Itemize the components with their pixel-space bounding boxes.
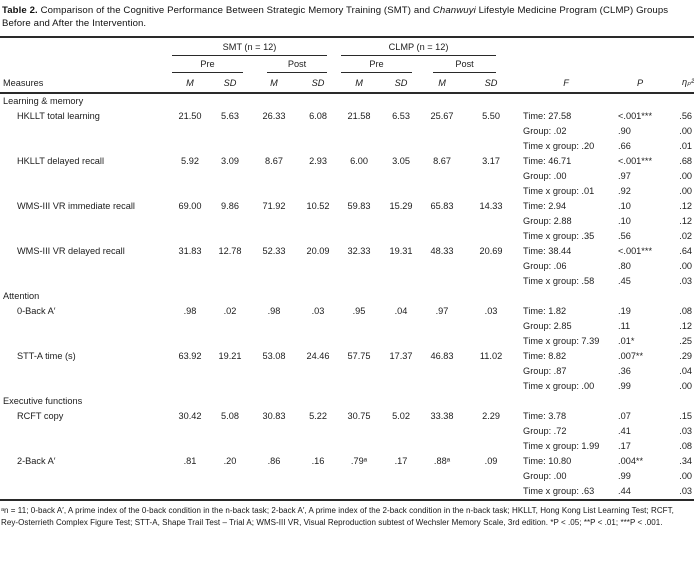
period-header-smt-post	[248, 56, 336, 73]
value-cell: 52.33	[262, 246, 286, 257]
f-stat-line: Time: 3.78	[523, 411, 567, 422]
eta-stat-line: .00	[679, 186, 693, 197]
f-stat-line: Time x group: .00	[523, 381, 595, 392]
value-cell: .04	[394, 306, 408, 317]
value-cell: 17.37	[389, 351, 413, 362]
value-cell: 21.58	[347, 111, 371, 122]
eta-stats-cell	[666, 154, 694, 199]
col-header-p: P	[614, 73, 666, 93]
section-header: Executive functions	[3, 396, 83, 407]
eta-stats-cell	[666, 409, 694, 454]
value-cell: 21.50	[178, 111, 202, 122]
f-stats-cell	[518, 199, 614, 244]
p-stat-line: .004**	[618, 456, 644, 467]
p-stat-line: .007**	[618, 351, 644, 362]
value-cell: 12.78	[218, 246, 242, 257]
p-stats-cell	[614, 244, 666, 289]
f-stats-cell	[518, 304, 614, 349]
measure-row	[0, 349, 694, 394]
col-header-sd: SD	[464, 73, 518, 93]
eta-stats-cell	[666, 349, 694, 394]
eta-stat-line: .68	[679, 156, 693, 167]
f-stats-cell	[518, 244, 614, 289]
value-cell: 65.83	[430, 201, 454, 212]
f-stat-line: Time: 38.44	[523, 246, 572, 257]
section-header: Learning & memory	[3, 96, 84, 107]
value-cell: 5.63	[221, 111, 239, 122]
measure-label: STT-A time (s)	[17, 351, 76, 362]
period-header-row	[0, 56, 694, 73]
value-cell: 20.09	[306, 246, 330, 257]
measure-row	[0, 244, 694, 289]
value-cell: .98	[267, 306, 281, 317]
eta-stat-line: .12	[679, 201, 693, 212]
f-stat-line: Time: 8.82	[523, 351, 567, 362]
p-stat-line: .17	[618, 441, 631, 452]
value-cell: 6.00	[350, 156, 368, 167]
measure-row	[0, 154, 694, 199]
p-stat-line: .92	[618, 186, 631, 197]
col-header-m: M	[336, 73, 382, 93]
col-header-sd: SD	[300, 73, 336, 93]
col-header-eta: ηₚ²	[666, 73, 694, 93]
section-row	[0, 93, 694, 109]
value-cell: 30.42	[178, 411, 202, 422]
value-cell: 11.02	[479, 351, 503, 362]
f-stat-line: Time: 10.80	[523, 456, 572, 467]
p-stat-line: .90	[618, 126, 631, 137]
header-spacer	[0, 38, 168, 56]
value-cell: 53.08	[262, 351, 286, 362]
value-cell: 63.92	[178, 351, 202, 362]
value-cell: 30.83	[262, 411, 286, 422]
value-cell: 8.67	[265, 156, 283, 167]
table-caption-italic: Chanwuyi	[432, 5, 476, 16]
col-header-m: M	[168, 73, 212, 93]
value-cell: 5.50	[482, 111, 500, 122]
header-spacer	[614, 56, 666, 73]
value-cell: .02	[223, 306, 237, 317]
col-header-m: M	[248, 73, 300, 93]
eta-stat-line: .00	[679, 171, 693, 182]
value-cell: 2.93	[309, 156, 327, 167]
value-cell: .88ᵃ	[433, 456, 451, 467]
header-spacer	[614, 38, 666, 56]
header-spacer	[0, 56, 168, 73]
eta-stat-line: .29	[679, 351, 693, 362]
p-stat-line: .99	[618, 381, 631, 392]
value-cell: 48.33	[430, 246, 454, 257]
measure-row	[0, 454, 694, 499]
measure-label: HKLLT delayed recall	[17, 156, 104, 167]
value-cell: .98	[183, 306, 197, 317]
value-cell: .97	[435, 306, 449, 317]
eta-stat-line: .01	[679, 141, 693, 152]
value-cell: .09	[484, 456, 498, 467]
value-cell: 3.17	[482, 156, 500, 167]
eta-stats-cell	[666, 199, 694, 244]
p-stat-line: .44	[618, 486, 631, 497]
value-cell: 25.67	[430, 111, 454, 122]
p-stat-line: .36	[618, 366, 631, 377]
f-stat-line: Time x group: .01	[523, 186, 595, 197]
period-label-post: Post	[455, 59, 474, 70]
value-cell: 5.08	[221, 411, 239, 422]
value-cell: 20.69	[479, 246, 503, 257]
eta-stat-line: .12	[679, 321, 693, 332]
f-stat-line: Time: 2.94	[523, 201, 567, 212]
eta-stats-cell	[666, 244, 694, 289]
value-cell: 26.33	[262, 111, 286, 122]
f-stat-line: Time: 27.58	[523, 111, 572, 122]
group-header-row	[0, 38, 694, 56]
value-cell: 9.86	[221, 201, 239, 212]
value-cell: 57.75	[347, 351, 371, 362]
value-cell: 19.31	[389, 246, 413, 257]
value-cell: .81	[183, 456, 197, 467]
eta-stat-line: .64	[679, 246, 693, 257]
p-stats-cell	[614, 454, 666, 499]
f-stats-cell	[518, 109, 614, 154]
value-cell: 3.05	[392, 156, 410, 167]
p-stat-line: .99	[618, 471, 631, 482]
measure-label: 0-Back A′	[17, 306, 56, 317]
p-stat-line: .11	[618, 321, 631, 332]
p-stat-line: .07	[618, 411, 631, 422]
f-stat-line: Time x group: 7.39	[523, 336, 600, 347]
group-header-smt	[168, 38, 336, 56]
value-cell: 31.83	[178, 246, 202, 257]
value-cell: 19.21	[218, 351, 242, 362]
value-cell: 5.02	[392, 411, 410, 422]
p-stat-line: <.001***	[618, 111, 653, 122]
col-header-m: M	[420, 73, 464, 93]
eta-stat-line: .08	[679, 306, 693, 317]
p-stats-cell	[614, 304, 666, 349]
eta-stat-line: .15	[679, 411, 693, 422]
value-cell: 2.29	[482, 411, 500, 422]
table-caption-text-2: Lifestyle Medicine Program (CLMP) Groups Before and After the Intervention.	[2, 5, 669, 29]
period-header-clmp-post	[420, 56, 518, 73]
header-spacer	[666, 38, 694, 56]
p-stat-line: .41	[618, 426, 631, 437]
p-stat-line: .56	[618, 231, 631, 242]
eta-stat-line: .04	[679, 366, 693, 377]
measure-label: 2-Back A′	[17, 456, 56, 467]
value-cell: 10.52	[306, 201, 330, 212]
value-cell: .17	[394, 456, 408, 467]
group-header-smt-label: SMT (n = 12)	[222, 42, 277, 53]
f-stat-line: Time x group: .63	[523, 486, 595, 497]
p-stat-line: .01*	[618, 336, 635, 347]
eta-stat-line: .08	[679, 441, 693, 452]
value-cell: 33.38	[430, 411, 454, 422]
eta-stat-line: .25	[679, 336, 693, 347]
header-spacer	[518, 56, 614, 73]
value-cell: 69.00	[178, 201, 202, 212]
eta-stat-line: .03	[679, 276, 693, 287]
value-cell: .03	[484, 306, 498, 317]
value-cell: 6.08	[309, 111, 327, 122]
p-stat-line: .80	[618, 261, 631, 272]
group-header-clmp	[336, 38, 518, 56]
value-cell: 14.33	[479, 201, 503, 212]
eta-stats-cell	[666, 109, 694, 154]
f-stats-cell	[518, 154, 614, 199]
eta-stat-line: .00	[679, 261, 693, 272]
p-stat-line: .10	[618, 201, 631, 212]
col-header-measures: Measures	[0, 73, 168, 93]
f-stat-line: Group: .72	[523, 426, 567, 437]
p-stat-line: <.001***	[618, 246, 653, 257]
p-stat-line: .19	[618, 306, 631, 317]
measure-row	[0, 409, 694, 454]
f-stat-line: Time x group: 1.99	[523, 441, 600, 452]
value-cell: 6.53	[392, 111, 410, 122]
f-stat-line: Group: .87	[523, 366, 567, 377]
f-stats-cell	[518, 349, 614, 394]
p-stat-line: .45	[618, 276, 631, 287]
eta-stat-line: .34	[679, 456, 693, 467]
measure-row	[0, 304, 694, 349]
value-cell: 71.92	[262, 201, 286, 212]
value-cell: .95	[352, 306, 366, 317]
f-stat-line: Time x group: .35	[523, 231, 595, 242]
p-stat-line: <.001***	[618, 156, 653, 167]
measure-label: WMS-III VR delayed recall	[17, 246, 125, 257]
p-stats-cell	[614, 199, 666, 244]
f-stat-line: Group: .00	[523, 471, 567, 482]
p-stat-line: .10	[618, 216, 631, 227]
value-cell: .86	[267, 456, 281, 467]
eta-stats-cell	[666, 304, 694, 349]
eta-stat-line: .00	[679, 471, 693, 482]
f-stats-cell	[518, 409, 614, 454]
p-stats-cell	[614, 154, 666, 199]
period-label-pre: Pre	[200, 59, 215, 70]
f-stat-line: Group: 2.88	[523, 216, 572, 227]
section-row	[0, 289, 694, 304]
section-header: Attention	[3, 291, 40, 302]
header-spacer	[518, 38, 614, 56]
f-stat-line: Group: 2.85	[523, 321, 572, 332]
measure-row	[0, 199, 694, 244]
f-stat-line: Group: .06	[523, 261, 567, 272]
period-label-pre: Pre	[369, 59, 384, 70]
f-stat-line: Time x group: .20	[523, 141, 595, 152]
eta-stat-line: .12	[679, 216, 693, 227]
value-cell: .16	[311, 456, 325, 467]
group-header-clmp-label: CLMP (n = 12)	[388, 42, 449, 53]
section-row	[0, 394, 694, 409]
value-cell: .20	[223, 456, 237, 467]
table-footnote: ᵃn = 11; 0-back A′, A prime index of the 0-back condition in the n-back task; 2-back A′, A prime index of the 2-back condition in the n-back task; HKLLT, Hong Kong List Learning Test; RCFT, Rey-Osterrieth Complex Figure Test; STT-A, Shape Trail Test – Trial A; WMS-III VR, Visual Reproduction subtest of Wechsler Memory Scale, 3rd edition. *P < .05; **P < .01; ***P < .001.	[1, 506, 674, 527]
col-header-sd: SD	[212, 73, 248, 93]
value-cell: 30.75	[347, 411, 371, 422]
col-header-sd: SD	[382, 73, 420, 93]
measure-label: RCFT copy	[17, 411, 64, 422]
header-spacer	[666, 56, 694, 73]
value-cell: 8.67	[433, 156, 451, 167]
eta-stat-line: .00	[679, 381, 693, 392]
value-cell: 24.46	[306, 351, 330, 362]
f-stats-cell	[518, 454, 614, 499]
p-stats-cell	[614, 349, 666, 394]
table-caption	[0, 0, 694, 36]
value-cell: 59.83	[347, 201, 371, 212]
measure-row	[0, 109, 694, 154]
f-stat-line: Time x group: .58	[523, 276, 595, 287]
f-stat-line: Group: .00	[523, 171, 567, 182]
period-header-smt-pre	[168, 56, 248, 73]
measure-label: HKLLT total learning	[17, 111, 100, 122]
p-stats-cell	[614, 409, 666, 454]
f-stat-line: Group: .02	[523, 126, 567, 137]
measure-label: WMS-III VR immediate recall	[17, 201, 135, 212]
column-header-row	[0, 73, 694, 93]
value-cell: 46.83	[430, 351, 454, 362]
f-stat-line: Time: 46.71	[523, 156, 572, 167]
value-cell: 5.22	[309, 411, 327, 422]
table-caption-number: Table 2.	[2, 5, 38, 16]
eta-stats-cell	[666, 454, 694, 499]
eta-stat-line: .00	[679, 126, 693, 137]
table-body	[0, 93, 694, 499]
f-stat-line: Time: 1.82	[523, 306, 567, 317]
value-cell: 15.29	[389, 201, 413, 212]
eta-stat-line: .56	[679, 111, 693, 122]
table-caption-text-1: Comparison of the Cognitive Performance Between Strategic Memory Training (SMT) and	[37, 5, 433, 16]
col-header-f: F	[518, 73, 614, 93]
value-cell: 32.33	[347, 246, 371, 257]
p-stat-line: .66	[618, 141, 631, 152]
value-cell: .79ᵃ	[350, 456, 368, 467]
p-stats-cell	[614, 109, 666, 154]
period-header-clmp-pre	[336, 56, 420, 73]
eta-stat-line: .03	[679, 426, 693, 437]
value-cell: 5.92	[181, 156, 199, 167]
period-label-post: Post	[287, 59, 307, 70]
eta-stat-line: .02	[679, 231, 693, 242]
results-table	[0, 38, 694, 499]
p-stat-line: .97	[618, 171, 631, 182]
value-cell: 3.09	[221, 156, 239, 167]
eta-stat-line: .03	[679, 486, 693, 497]
value-cell: .03	[311, 306, 325, 317]
